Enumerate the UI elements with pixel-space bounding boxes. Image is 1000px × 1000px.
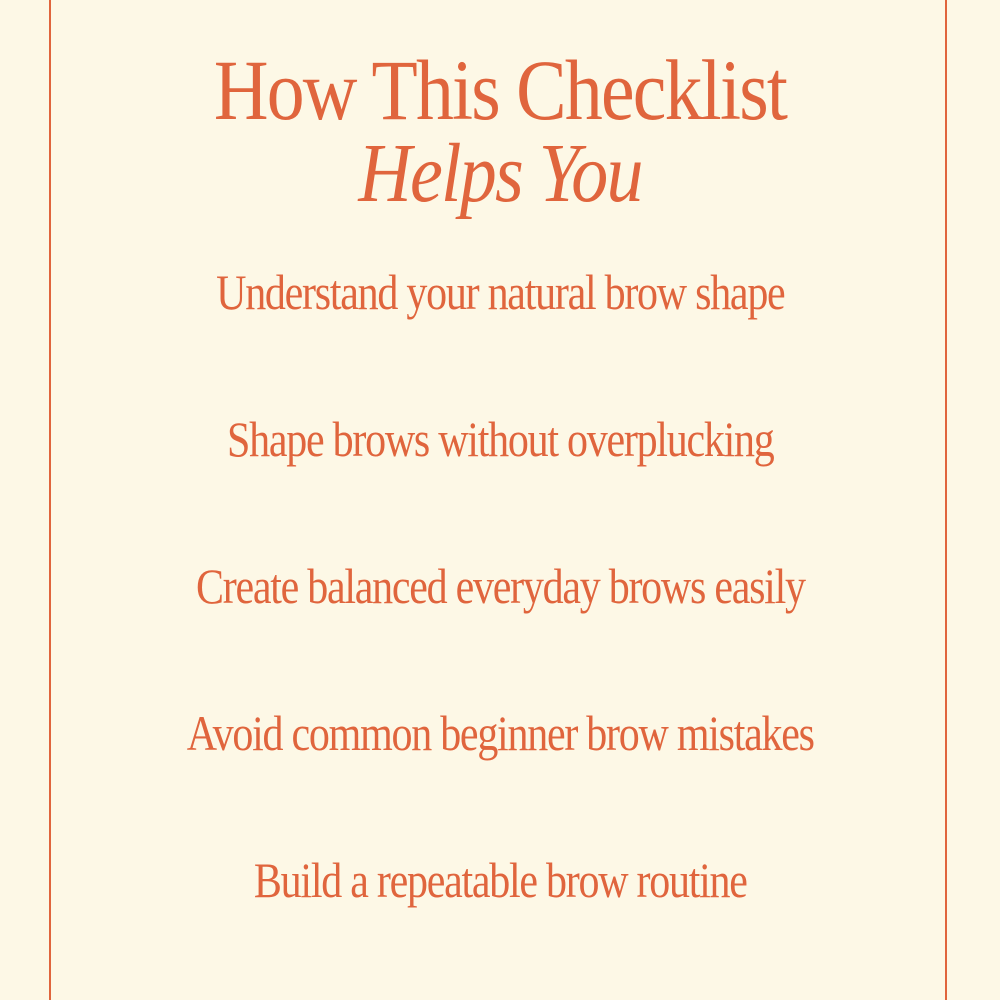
list-item (0, 703, 1000, 850)
list-item (0, 409, 1000, 556)
benefit-text: Create balanced everyday brows easily (195, 558, 805, 614)
page-subtitle: Helps You (358, 127, 642, 220)
benefit-text: Understand your natural brow shape (215, 264, 785, 320)
benefit-text: Shape brows without overplucking (226, 411, 774, 467)
page-title: How This Checklist (213, 42, 787, 138)
list-item (0, 850, 1000, 997)
benefit-list (0, 262, 1000, 997)
benefit-text: Build a repeatable brow routine (253, 852, 747, 908)
list-item (0, 262, 1000, 409)
benefit-text: Avoid common beginner brow mistakes (186, 705, 814, 761)
list-item (0, 556, 1000, 703)
